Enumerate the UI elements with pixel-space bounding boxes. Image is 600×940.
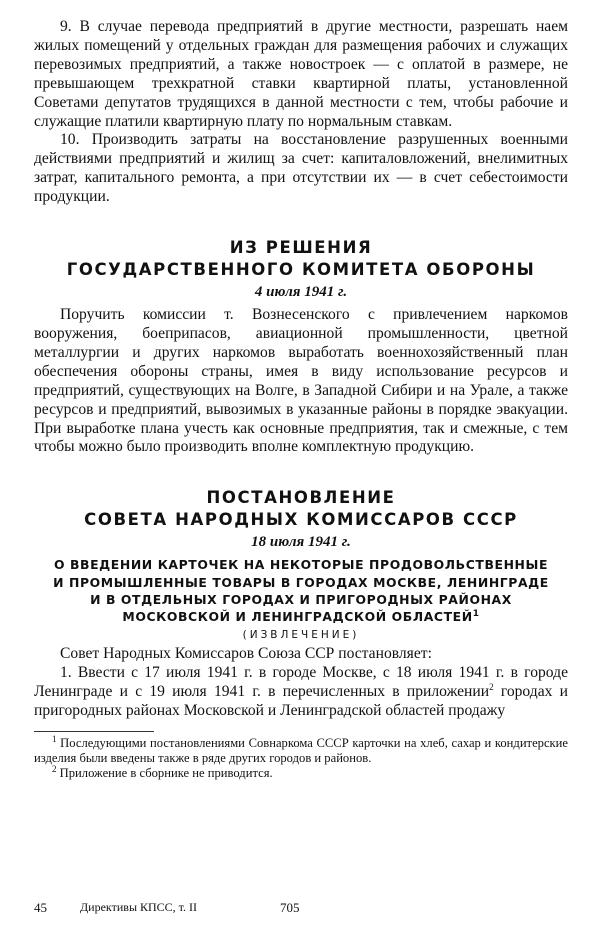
footnote-1-text: Последующими постановлениями Совнаркома СССР карточки на хлеб, сахар и кондитерские изделия были введены также в ряде других городов и районов.: [34, 735, 568, 765]
snk-intro: Совет Народных Комиссаров Союза ССР постановляет:: [60, 645, 432, 663]
footnote-1-mark: 1: [52, 733, 57, 744]
footnote-ref-2: 2: [489, 681, 494, 692]
footnote-2-mark: 2: [52, 763, 57, 774]
document-page: [34, 18, 568, 781]
gko-heading-line1: ИЗ РЕШЕНИЯ: [229, 238, 373, 258]
extract-label: (ИЗВЛЕЧЕНИЕ): [242, 629, 360, 642]
snk-subtitle-line3: И В ОТДЕЛЬНЫХ ГОРОДАХ И ПРИГОРОДНЫХ РАЙОНАХ: [90, 591, 512, 607]
printer-signature: 45: [34, 900, 47, 915]
footnote-1: [34, 733, 568, 766]
gko-date: 4 июля 1941 г.: [254, 284, 348, 301]
footnote-2: [34, 763, 568, 781]
snk-subtitle-line1: О ВВЕДЕНИИ КАРТОЧЕК НА НЕКОТОРЫЕ ПРОДОВОЛЬСТВЕННЫЕ: [53, 557, 549, 573]
snk-subtitle-line4-text: МОСКОВСКОЙ И ЛЕНИНГРАДСКОЙ ОБЛАСТЕЙ: [122, 608, 473, 624]
paragraph-9: 9. В случае перевода предприятий в другие местности, разрешать наем жилых помещений у отдельных граждан для размещения рабочих и служащих перевозимых предприятий, а также новостроек — с оплатой в размере, не превышающем трехкратной ставки квартирной платы, установленной Советами депутатов трудящихся в данной местности с тем, чтобы рабочие и служащие платили квартирную плату по нормальным ставкам.: [34, 18, 568, 130]
snk-date: 18 июля 1941 г.: [251, 534, 351, 551]
snk-heading-line2: СОВЕТА НАРОДНЫХ КОМИССАРОВ СССР: [84, 510, 518, 530]
footnote-2-text: Приложение в сборнике не приводится.: [56, 765, 273, 780]
snk-resolution-section: [34, 487, 568, 720]
snk-heading-line1: ПОСТАНОВЛЕНИЕ: [206, 488, 396, 508]
footnote-ref-1: 1: [472, 608, 480, 619]
snk-item-1: [34, 664, 568, 721]
gko-decision-section: [34, 237, 568, 457]
paragraph-10: 10. Производить затраты на восстановление разрушенных военными действиями предприятий и жилищ за счет: капиталовложений, внелимитных затрат, капитального ремонта, а при отсутствии их — в счет себестоимости продукции.: [34, 131, 568, 206]
snk-subtitle-line2: И ПРОМЫШЛЕННЫЕ ТОВАРЫ В ГОРОДАХ МОСКВЕ, ЛЕНИНГРАДЕ: [53, 574, 549, 590]
gko-body: Поручить комиссии т. Вознесенского с привлечением наркомов вооружения, боеприпасов, авиационной промышленности, цветной металлургии и других наркомов выработать военнохозяйственный план обеспечения обороны страны, имея в виду использование ресурсов и предприятий, существующих на Волге, в Западной Сибири и на Урале, а также ресурсов и предприятий, вывозимых в указанные районы в порядке эвакуации. При выработке плана учесть как основные предприятия, так и смежные, с тем чтобы можно было производить вполне комплектную продукцию.: [34, 306, 568, 456]
gko-heading-line2: ГОСУДАРСТВЕННОГО КОМИТЕТА ОБОРОНЫ: [66, 260, 536, 280]
page-number: 705: [280, 900, 300, 915]
snk-subtitle-line4: [34, 608, 568, 625]
snk-item-1-text-a: 1. Ввести с 17 июля 1941 г. в городе Москве, с 18 июля 1941 г. в городе Ленинграде и с 19 июля 1941 г. в перечисленных в приложении: [34, 664, 568, 700]
footnote-divider: [34, 731, 154, 732]
snk-item-1-text-b: городах и пригородных районах Московской и Ленинградской областей продажу: [34, 682, 568, 719]
publication-title: Директивы КПСС, т. II: [80, 900, 198, 914]
